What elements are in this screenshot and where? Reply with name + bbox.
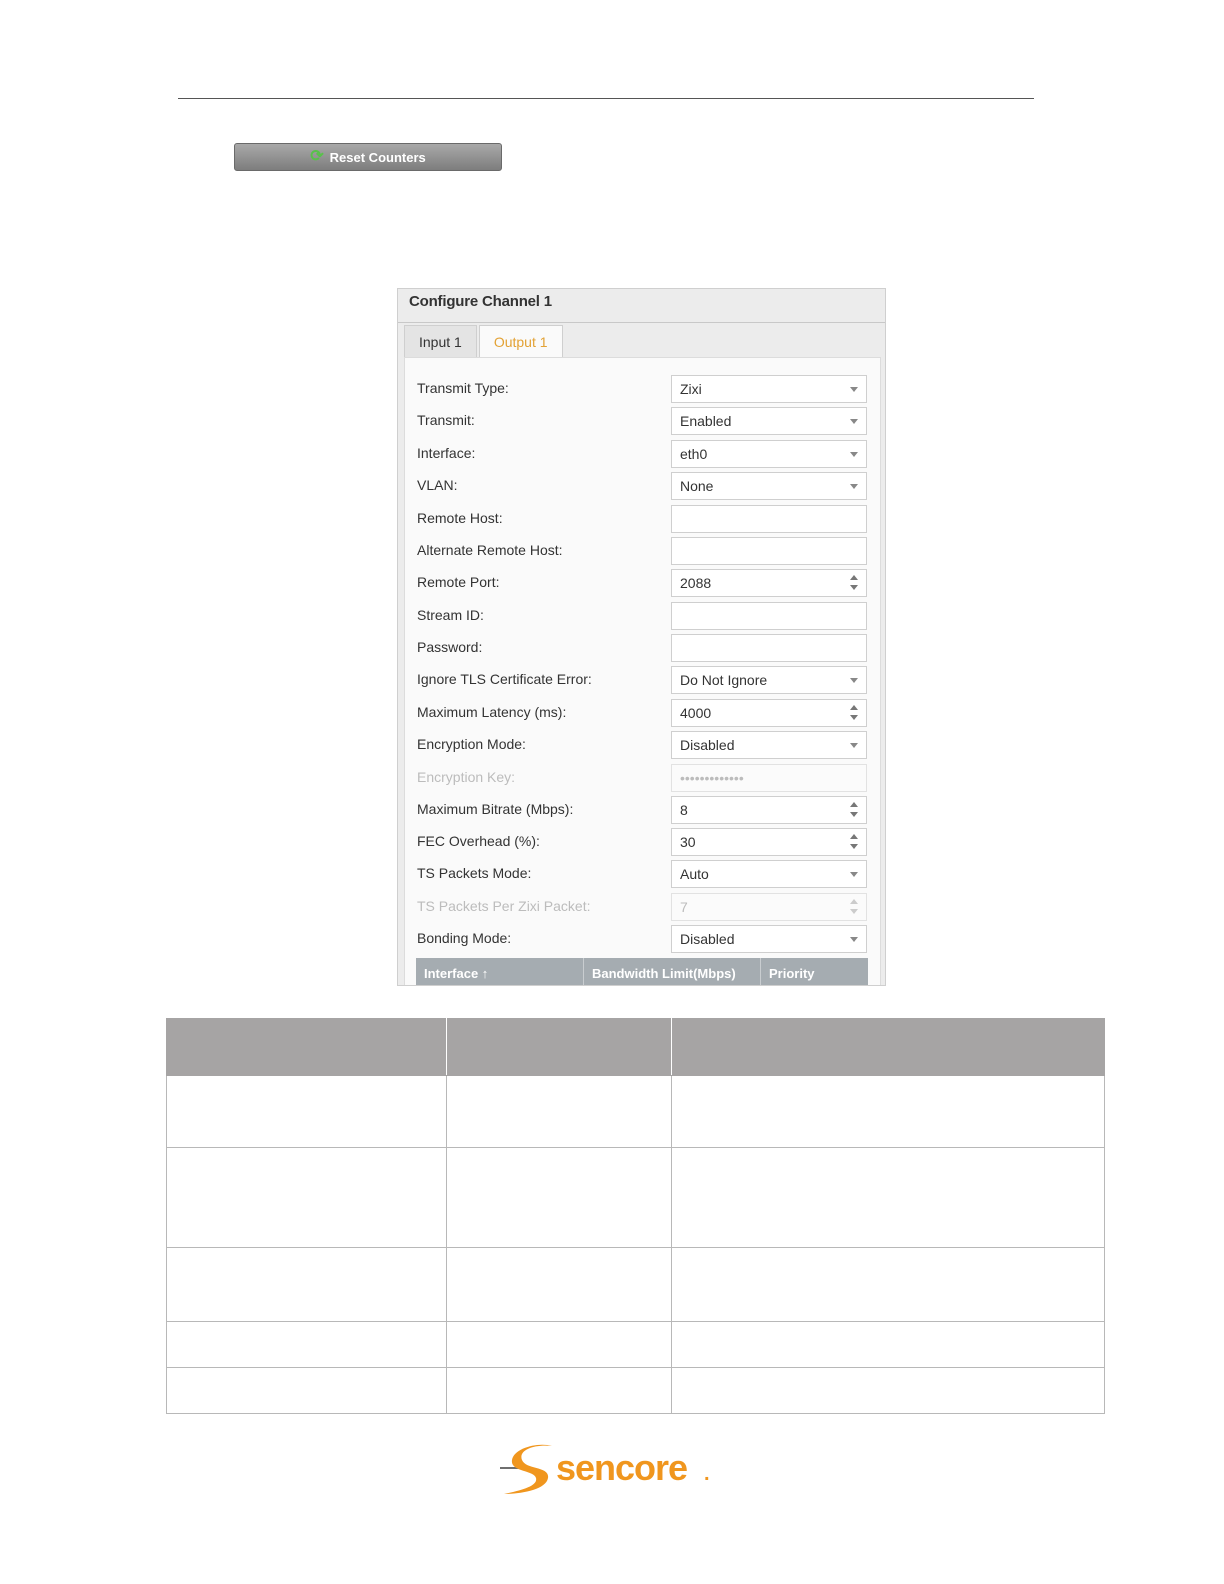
svg-text:sencore: sencore bbox=[556, 1447, 688, 1488]
table-cell bbox=[672, 1368, 1105, 1414]
vlan-label: VLAN: bbox=[417, 477, 458, 493]
stream-id-label: Stream ID: bbox=[417, 607, 484, 623]
sencore-logo-graphic bbox=[498, 1440, 718, 1498]
ignore-tls-value: Do Not Ignore bbox=[680, 672, 768, 688]
table-cell bbox=[672, 1076, 1105, 1148]
fec-overhead-stepper[interactable] bbox=[671, 828, 867, 856]
table-header-row bbox=[167, 1019, 1105, 1076]
bonding-mode-row bbox=[405, 924, 880, 954]
max-bitrate-row bbox=[405, 795, 880, 825]
alternate-remote-host-label: Alternate Remote Host: bbox=[417, 542, 563, 558]
password-input[interactable] bbox=[671, 634, 867, 662]
chevron-down-icon bbox=[850, 743, 858, 748]
chevron-down-icon bbox=[850, 872, 858, 877]
tab-output-1[interactable]: Output 1 bbox=[479, 325, 563, 357]
remote-port-value: 2088 bbox=[680, 575, 712, 591]
max-latency-stepper[interactable] bbox=[671, 699, 867, 727]
transmit-value: Enabled bbox=[680, 413, 732, 429]
vlan-row bbox=[405, 471, 880, 501]
max-bitrate-label: Maximum Bitrate (Mbps): bbox=[417, 801, 574, 817]
ts-packets-per-zixi-value: 7 bbox=[680, 899, 688, 915]
vlan-select[interactable] bbox=[671, 472, 867, 500]
remote-host-row bbox=[405, 504, 880, 534]
table-cell bbox=[672, 1322, 1105, 1368]
spinner-arrows-icon[interactable] bbox=[850, 802, 859, 820]
table-cell bbox=[446, 1148, 672, 1248]
chevron-down-icon bbox=[850, 452, 858, 457]
ignore-tls-row bbox=[405, 665, 880, 695]
spinner-arrows-icon[interactable] bbox=[850, 705, 859, 723]
ignore-tls-label: Ignore TLS Certificate Error: bbox=[417, 671, 592, 687]
spinner-arrows-icon[interactable] bbox=[850, 834, 859, 852]
chevron-down-icon bbox=[850, 387, 858, 392]
encryption-mode-label: Encryption Mode: bbox=[417, 736, 526, 752]
password-label: Password: bbox=[417, 639, 483, 655]
alternate-remote-host-input[interactable] bbox=[671, 537, 867, 565]
table-cell bbox=[167, 1322, 447, 1368]
parameter-table bbox=[166, 1018, 1105, 1414]
table-cell bbox=[672, 1148, 1105, 1248]
bonding-grid-header bbox=[416, 958, 868, 986]
chevron-down-icon bbox=[850, 484, 858, 489]
ts-packets-mode-select[interactable] bbox=[671, 860, 867, 888]
max-latency-label: Maximum Latency (ms): bbox=[417, 704, 567, 720]
interface-label: Interface: bbox=[417, 445, 476, 461]
reset-counters-label: Reset Counters bbox=[329, 149, 426, 165]
tab-bar bbox=[404, 325, 565, 357]
interface-value: eth0 bbox=[680, 446, 708, 462]
table-cell bbox=[446, 1076, 672, 1148]
remote-port-label: Remote Port: bbox=[417, 574, 500, 590]
remote-port-stepper[interactable] bbox=[671, 569, 867, 597]
vlan-value: None bbox=[680, 478, 714, 494]
remote-host-label: Remote Host: bbox=[417, 510, 503, 526]
transmit-select[interactable] bbox=[671, 407, 867, 435]
fec-overhead-label: FEC Overhead (%): bbox=[417, 833, 540, 849]
chevron-down-icon bbox=[850, 937, 858, 942]
configure-channel-dialog bbox=[397, 288, 886, 986]
encryption-mode-value: Disabled bbox=[680, 737, 735, 753]
column-header-priority[interactable]: Priority bbox=[769, 966, 815, 981]
column-header-interface[interactable]: Interface ↑ bbox=[416, 958, 584, 986]
header-rule bbox=[178, 98, 1034, 99]
max-latency-row bbox=[405, 698, 880, 728]
encryption-mode-row bbox=[405, 730, 880, 760]
table-cell bbox=[167, 1148, 447, 1248]
transmit-row bbox=[405, 406, 880, 436]
table-header-cell bbox=[446, 1019, 672, 1076]
ts-packets-per-zixi-label: TS Packets Per Zixi Packet: bbox=[417, 898, 591, 914]
transmit-type-select[interactable] bbox=[671, 375, 867, 403]
alternate-remote-host-row bbox=[405, 536, 880, 566]
bonding-mode-select[interactable] bbox=[671, 925, 867, 953]
dialog-title-divider bbox=[398, 322, 885, 323]
table-header-cell bbox=[672, 1019, 1105, 1076]
table-cell bbox=[167, 1076, 447, 1148]
ts-packets-mode-value: Auto bbox=[680, 866, 709, 882]
transmit-label: Transmit: bbox=[417, 412, 475, 428]
tab-input-1[interactable]: Input 1 bbox=[404, 325, 477, 357]
dialog-title: Configure Channel 1 bbox=[409, 293, 552, 310]
output-settings-panel bbox=[404, 357, 881, 986]
encryption-key-input: ••••••••••••• bbox=[671, 764, 867, 792]
ts-packets-per-zixi-row bbox=[405, 892, 880, 922]
bonding-mode-label: Bonding Mode: bbox=[417, 930, 512, 946]
max-latency-value: 4000 bbox=[680, 705, 712, 721]
table-row bbox=[167, 1248, 1105, 1322]
svg-text:.: . bbox=[704, 1463, 710, 1485]
table-header-cell bbox=[167, 1019, 447, 1076]
table-cell bbox=[672, 1248, 1105, 1322]
transmit-type-value: Zixi bbox=[680, 381, 702, 397]
remote-port-row bbox=[405, 568, 880, 598]
transmit-type-label: Transmit Type: bbox=[417, 380, 509, 396]
chevron-down-icon bbox=[850, 678, 858, 683]
spinner-arrows-icon bbox=[850, 899, 859, 917]
ts-packets-mode-row bbox=[405, 859, 880, 889]
table-row bbox=[167, 1148, 1105, 1248]
stream-id-input[interactable] bbox=[671, 602, 867, 630]
max-bitrate-value: 8 bbox=[680, 802, 688, 818]
table-row bbox=[167, 1076, 1105, 1148]
stream-id-row bbox=[405, 601, 880, 631]
table-cell bbox=[446, 1322, 672, 1368]
sencore-logo bbox=[498, 1440, 718, 1498]
password-row bbox=[405, 633, 880, 663]
table-cell bbox=[446, 1368, 672, 1414]
ts-packets-mode-label: TS Packets Mode: bbox=[417, 865, 532, 881]
ignore-tls-select[interactable] bbox=[671, 666, 867, 694]
interface-row bbox=[405, 439, 880, 469]
remote-host-input[interactable] bbox=[671, 505, 867, 533]
refresh-icon: ⟳ bbox=[310, 148, 324, 165]
bonding-mode-value: Disabled bbox=[680, 931, 735, 947]
chevron-down-icon bbox=[850, 419, 858, 424]
spinner-arrows-icon[interactable] bbox=[850, 575, 859, 593]
fec-overhead-value: 30 bbox=[680, 834, 696, 850]
encryption-key-label: Encryption Key: bbox=[417, 769, 516, 785]
ts-packets-per-zixi-stepper bbox=[671, 893, 867, 921]
encryption-mode-select[interactable] bbox=[671, 731, 867, 759]
table-row bbox=[167, 1368, 1105, 1414]
table-cell bbox=[167, 1368, 447, 1414]
max-bitrate-stepper[interactable] bbox=[671, 796, 867, 824]
reset-counters-button[interactable] bbox=[234, 143, 502, 171]
interface-select[interactable] bbox=[671, 440, 867, 468]
encryption-key-row bbox=[405, 763, 880, 793]
transmit-type-row bbox=[405, 374, 880, 404]
table-cell bbox=[167, 1248, 447, 1322]
table-row bbox=[167, 1322, 1105, 1368]
table-cell bbox=[446, 1248, 672, 1322]
column-header-bandwidth-limit[interactable]: Bandwidth Limit(Mbps) bbox=[584, 958, 761, 986]
fec-overhead-row bbox=[405, 827, 880, 857]
